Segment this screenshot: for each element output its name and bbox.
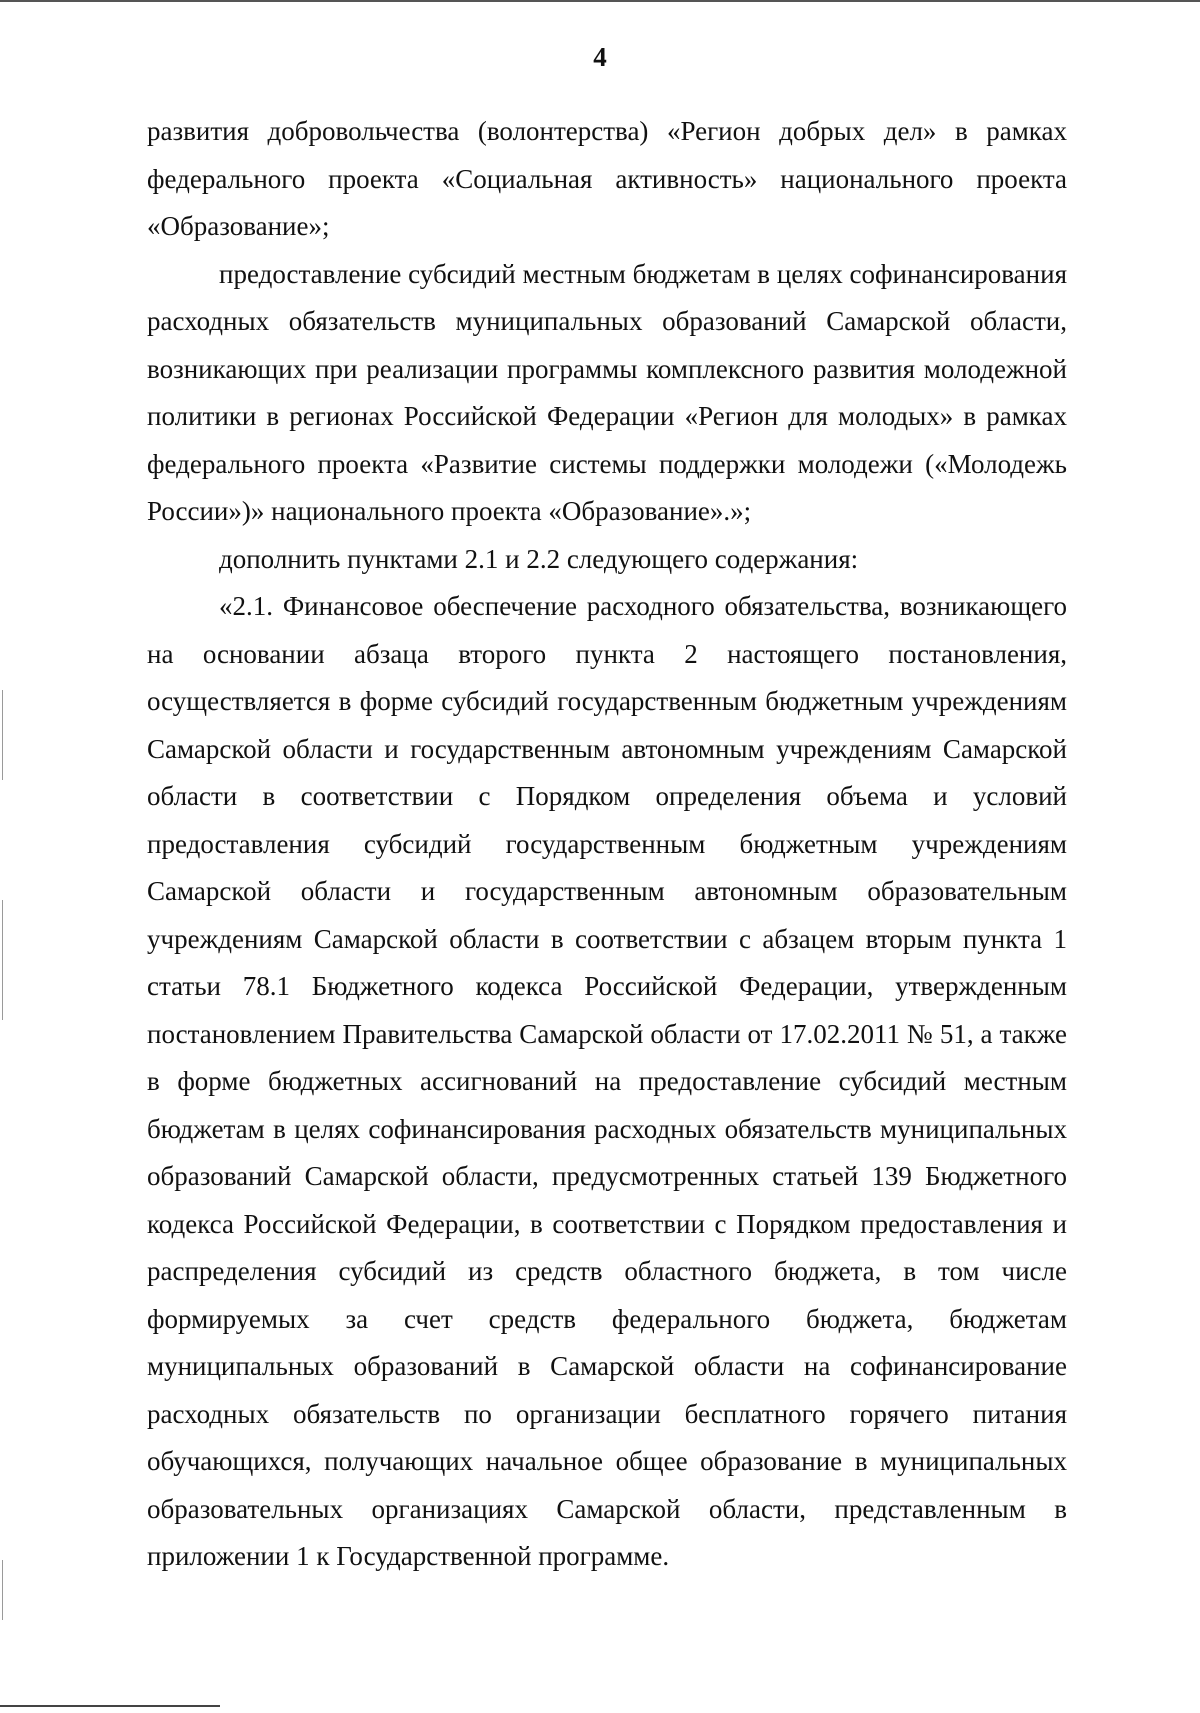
scan-left-mark xyxy=(2,690,3,780)
scan-top-edge xyxy=(0,0,1200,2)
scan-left-mark xyxy=(2,900,3,1020)
paragraph-continuation: развития добровольчества (волонтерства) «Регион добрых дел» в рамках федерального проекта «Социальная активность» национального проекта «Образование»; xyxy=(147,116,1067,241)
scan-bottom-edge xyxy=(0,1705,220,1707)
document-body xyxy=(147,108,1067,1581)
paragraph-subsidies-youth: предоставление субсидий местным бюджетам в целях софинансирования расходных обязательств муниципальных образований Самарской области, возникающих при реализации программы комплексного развития молодежной политики в регионах Российской Федерации «Регион для молодых» в рамках федерального проекта «Развитие системы поддержки молодежи («Молодежь России»)» национального проекта «Образование».»; xyxy=(147,258,1067,526)
paragraph-amendment-intro: дополнить пунктами 2.1 и 2.2 следующего содержания: xyxy=(219,543,859,574)
scan-left-mark xyxy=(2,1560,3,1620)
paragraph-clause-2-1: «2.1. Финансовое обеспечение расходного обязательства, возникающего на основании абзаца второго пункта 2 настоящего постановления, осуществляется в форме субсидий государственным бюджетным учреждениям Самарской области и государственным автономным учреждениям Самарской области в соответствии с Порядком определения объема и условий предоставления субсидий государственным бюджетным учреждениям Самарской области и государственным автономным образовательным учреждениям Самарской области в соответствии с абзацем вторым пункта 1 статьи 78.1 Бюджетного кодекса Российской Федерации, утвержденным постановлением Правительства Самарской области от 17.02.2011 № 51, а также в форме бюджетных ассигнований на предоставление субсидий местным бюджетам в целях софинансирования расходных обязательств муниципальных образований Самарской области, предусмотренных статьей 139 Бюджетного кодекса Российской Федерации, в соответствии с Порядком предоставления и распределения субсидий из средств областного бюджета, в том числе формируемых за счет средств федерального бюджета, бюджетам муниципальных образований в Самарской области на софинансирование расходных обязательств по организации бесплатного горячего питания обучающихся, получающих начальное общее образование в муниципальных образовательных организациях Самарской области, представленным в приложении 1 к Государственной программе. xyxy=(147,591,1067,1571)
page-number: 4 xyxy=(593,42,607,72)
